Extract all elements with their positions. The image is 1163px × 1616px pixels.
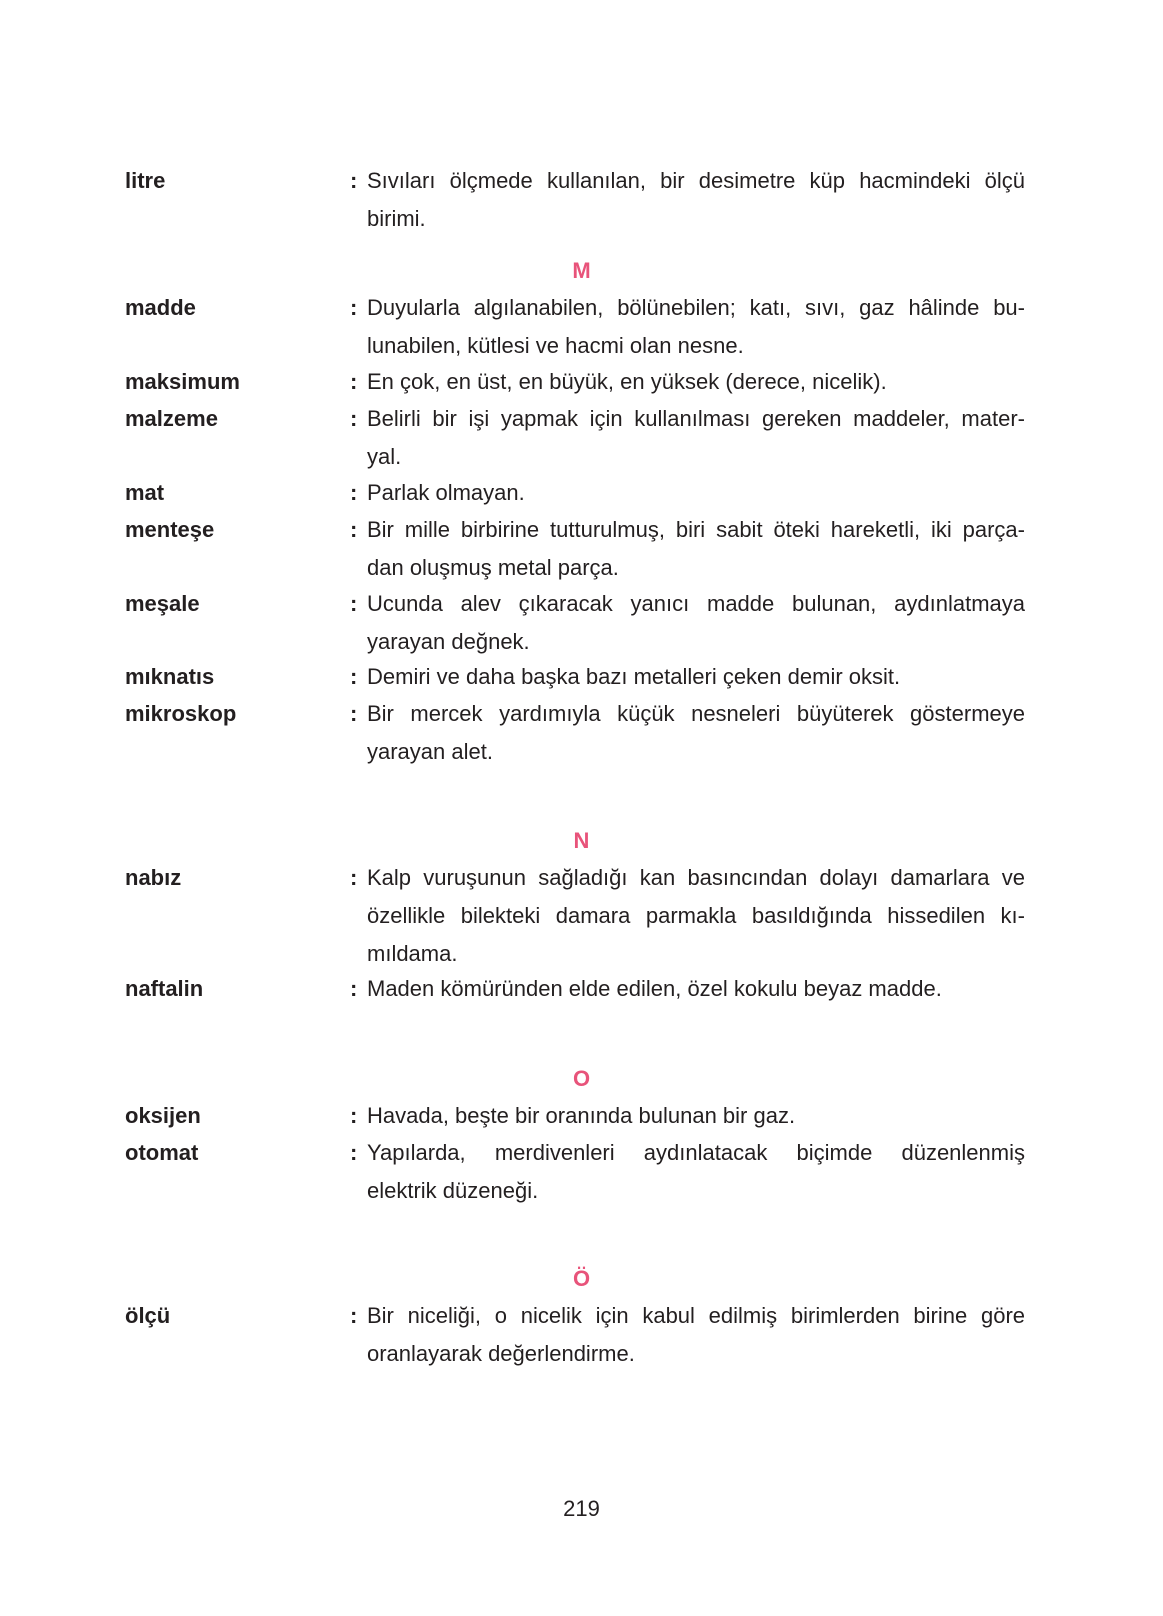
colon-separator: : <box>350 295 358 320</box>
term: ölçü <box>125 1303 171 1328</box>
definition-line: Ucunda alev çıkaracak yanıcı madde bulunan, aydınlatmaya <box>367 591 1025 616</box>
definition-line: En çok, en üst, en büyük, en yüksek (derece, nicelik). <box>367 369 887 394</box>
definition-line: özellikle bilekteki damara parmakla basıldığında hissedilen kı- <box>367 903 1025 928</box>
definition-line: Maden kömüründen elde edilen, özel kokulu beyaz madde. <box>367 976 942 1001</box>
definition <box>367 400 1025 476</box>
term: menteşe <box>125 517 215 542</box>
definition-line: Demiri ve daha başka bazı metalleri çeken demir oksit. <box>367 664 901 689</box>
definition-line: Bir mille birbirine tutturulmuş, biri sabit öteki hareketli, iki parça- <box>367 517 1025 542</box>
colon-separator: : <box>350 1103 358 1128</box>
definition <box>367 1134 1025 1210</box>
definition-line: birimi. <box>367 206 426 231</box>
term: mat <box>125 480 165 505</box>
colon-separator: : <box>350 406 358 431</box>
colon-separator: : <box>350 168 358 193</box>
page-number: 219 <box>563 1496 600 1521</box>
definition-line: Kalp vuruşunun sağladığı kan basıncından dolayı damarlara ve <box>367 865 1025 890</box>
term: meşale <box>125 591 200 616</box>
definition <box>367 859 1025 973</box>
term: maksimum <box>125 369 240 394</box>
section-letter-o-umlaut: Ö <box>572 1266 591 1291</box>
section-letter-n: N <box>573 828 590 853</box>
definition-line: yarayan değnek. <box>367 629 530 654</box>
definition <box>367 658 1025 696</box>
definition-line: Bir mercek yardımıyla küçük nesneleri büyüterek göstermeye <box>367 701 1025 726</box>
definition <box>367 1097 1025 1135</box>
definition-line: yal. <box>367 444 402 469</box>
colon-separator: : <box>350 664 358 689</box>
definition-line: Belirli bir işi yapmak için kullanılması gereken maddeler, mater- <box>367 406 1025 431</box>
term: mıknatıs <box>125 664 215 689</box>
definition <box>367 970 1025 1008</box>
definition-line: Havada, beşte bir oranında bulunan bir gaz. <box>367 1103 796 1128</box>
colon-separator: : <box>350 701 358 726</box>
definition-line: Bir niceliği, o nicelik için kabul edilmiş birimlerden birine göre <box>367 1303 1025 1328</box>
definition <box>367 363 1025 401</box>
definition-line: Yapılarda, merdivenleri aydınlatacak biçimde düzenlenmiş <box>367 1140 1025 1165</box>
definition <box>367 695 1025 771</box>
colon-separator: : <box>350 1140 358 1165</box>
colon-separator: : <box>350 1303 358 1328</box>
colon-separator: : <box>350 369 358 394</box>
definition-line: dan oluşmuş metal parça. <box>367 555 619 580</box>
colon-separator: : <box>350 865 358 890</box>
definition-line: elektrik düzeneği. <box>367 1178 539 1203</box>
colon-separator: : <box>350 591 358 616</box>
term: oksijen <box>125 1103 201 1128</box>
definition <box>367 1297 1025 1373</box>
definition <box>367 585 1025 661</box>
term: mikroskop <box>125 701 237 726</box>
section-letter-o: O <box>572 1066 591 1091</box>
term: naftalin <box>125 976 204 1001</box>
definition-line: mıldama. <box>367 941 458 966</box>
definition-line: Sıvıları ölçmede kullanılan, bir desimetre küp hacmindeki ölçü <box>367 168 1025 193</box>
definition-line: Parlak olmayan. <box>367 480 525 505</box>
definition-line: Duyularla algılanabilen, bölünebilen; katı, sıvı, gaz hâlinde bu- <box>367 295 1025 320</box>
definition <box>367 511 1025 587</box>
term: otomat <box>125 1140 199 1165</box>
definition-line: lunabilen, kütlesi ve hacmi olan nesne. <box>367 333 744 358</box>
term: malzeme <box>125 406 218 431</box>
definition <box>367 474 1025 512</box>
term: litre <box>125 168 166 193</box>
definition <box>367 162 1025 238</box>
colon-separator: : <box>350 976 358 1001</box>
section-letter-m: M <box>572 258 591 283</box>
colon-separator: : <box>350 517 358 542</box>
definition-line: oranlayarak değerlendirme. <box>367 1341 635 1366</box>
definition-line: yarayan alet. <box>367 739 493 764</box>
term: madde <box>125 295 196 320</box>
term: nabız <box>125 865 182 890</box>
colon-separator: : <box>350 480 358 505</box>
definition <box>367 289 1025 365</box>
